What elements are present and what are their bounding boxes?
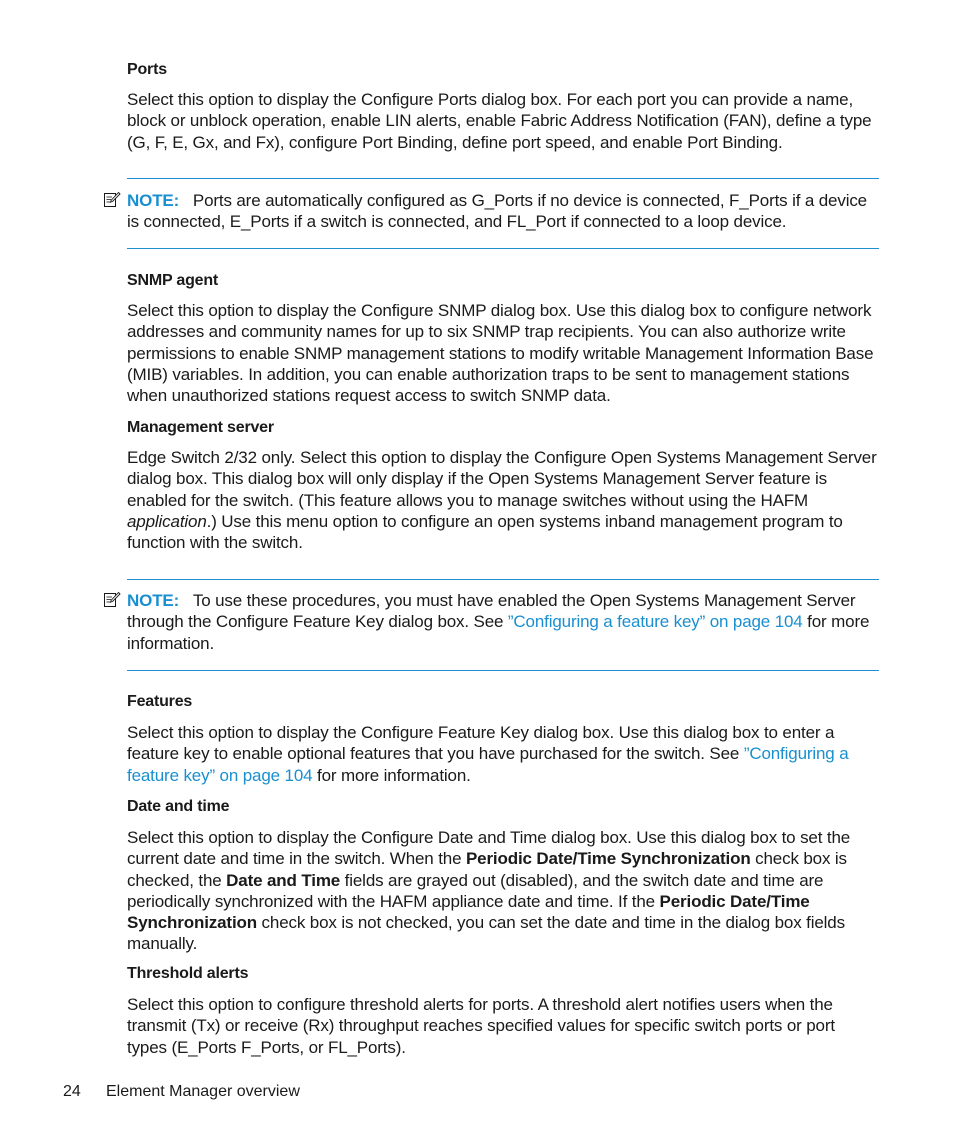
section-threshold-alerts (127, 964, 879, 984)
page-number: 24 (63, 1083, 81, 1100)
section-ports (127, 60, 879, 80)
section-date-time-body (127, 827, 879, 955)
paragraph: Select this option to display the Configure Date and Time dialog box. Use this dialog box to set the current date and time in the switch. When the Periodic Date/Time Synchronization check box is checked, the Date and Time fields are grayed out (disabled), and the switch date and time are periodically synchronized with the HAFM appliance date and time. If the Periodic Date/Time Synchronization check box is not checked, you can set the date and time in the dialog box fields manually. (127, 828, 851, 954)
note-rule-bottom (127, 248, 879, 249)
note-pencil-icon (103, 591, 121, 609)
section-date-time (127, 797, 879, 817)
section-heading: Ports (127, 61, 167, 78)
note-box: NOTE: To use these procedures, you must have enabled the Open Systems Management Server through the Configure Feature Key dialog box. See ”Configuring a feature key” on page 104 for more information. (127, 590, 879, 654)
paragraph: Select this option to configure threshold alerts for ports. A threshold alert notifies users when the transmit (Tx) or receive (Rx) throughput reaches specified values for specific switch ports or port types (E_Ports F_Ports, or FL_Ports). (127, 995, 835, 1057)
section-snmp-body (127, 300, 879, 406)
note-rule-top (127, 178, 879, 179)
note-box (127, 190, 879, 233)
section-heading: SNMP agent (127, 272, 219, 289)
section-management-server (127, 418, 879, 438)
note-label: NOTE: (127, 191, 180, 210)
note-rule-bottom (127, 670, 879, 671)
ui-term: Periodic Date/Time Synchronization (127, 891, 810, 933)
section-ports-body (127, 89, 879, 153)
paragraph: Edge Switch 2/32 only. Select this option to display the Configure Open Systems Management Server dialog box. This dialog box will only display if the Open Systems Management Server feature is enabled for the switch. (This feature allows you to manage switches without using the HAFM application.) Use this menu option to configure an open systems inband management program to function with the switch. (127, 448, 877, 553)
section-management-server-body (127, 447, 879, 553)
footer-title: Element Manager overview (106, 1083, 300, 1100)
section-heading: Date and time (127, 798, 230, 815)
note-pencil-icon (103, 191, 121, 209)
cross-reference-link[interactable]: ”Configuring a feature key” on page 104 (507, 612, 803, 632)
ui-term: Date and Time (226, 870, 341, 890)
section-features (127, 692, 879, 712)
note-text: Ports are automatically configured as G_Ports if no device is connected, F_Ports if a device is connected, E_Ports if a switch is connected, and FL_Port if connected to a loop device. (127, 191, 867, 232)
section-features-body (127, 722, 879, 786)
paragraph: Select this option to display the Configure Ports dialog box. For each port you can provide a name, block or unblock operation, enable LIN alerts, enable Fabric Address Notification (FAN), define a type (G, F, E, Gx, and Fx), configure Port Binding, define port speed, and enable Port Binding. (127, 90, 872, 152)
note-label: NOTE: (127, 591, 180, 610)
paragraph: Select this option to display the Configure Feature Key dialog box. Use this dialog box to enter a feature key to enable optional features that you have purchased for the switch. See ”Configuring a feature key” on page 104 for more information. (127, 723, 849, 785)
italic-term: application (127, 511, 207, 531)
section-snmp (127, 271, 879, 291)
section-threshold-alerts-body (127, 994, 879, 1058)
section-heading: Threshold alerts (127, 965, 249, 982)
paragraph: Select this option to display the Configure SNMP dialog box. Use this dialog box to configure network addresses and community names for up to six SNMP trap recipients. You can also authorize write permissions to enable SNMP management stations to modify writable Management Information Base (MIB) variables. In addition, you can enable authorization traps to be sent to management stations when unauthorized stations request access to switch SNMP data. (127, 301, 874, 406)
cross-reference-link[interactable]: ”Configuring a feature key” on page 104 (127, 744, 849, 785)
section-heading: Features (127, 693, 193, 710)
note-rule-top (127, 579, 879, 580)
ui-term: Periodic Date/Time Synchronization (465, 849, 751, 869)
section-heading: Management server (127, 419, 274, 436)
